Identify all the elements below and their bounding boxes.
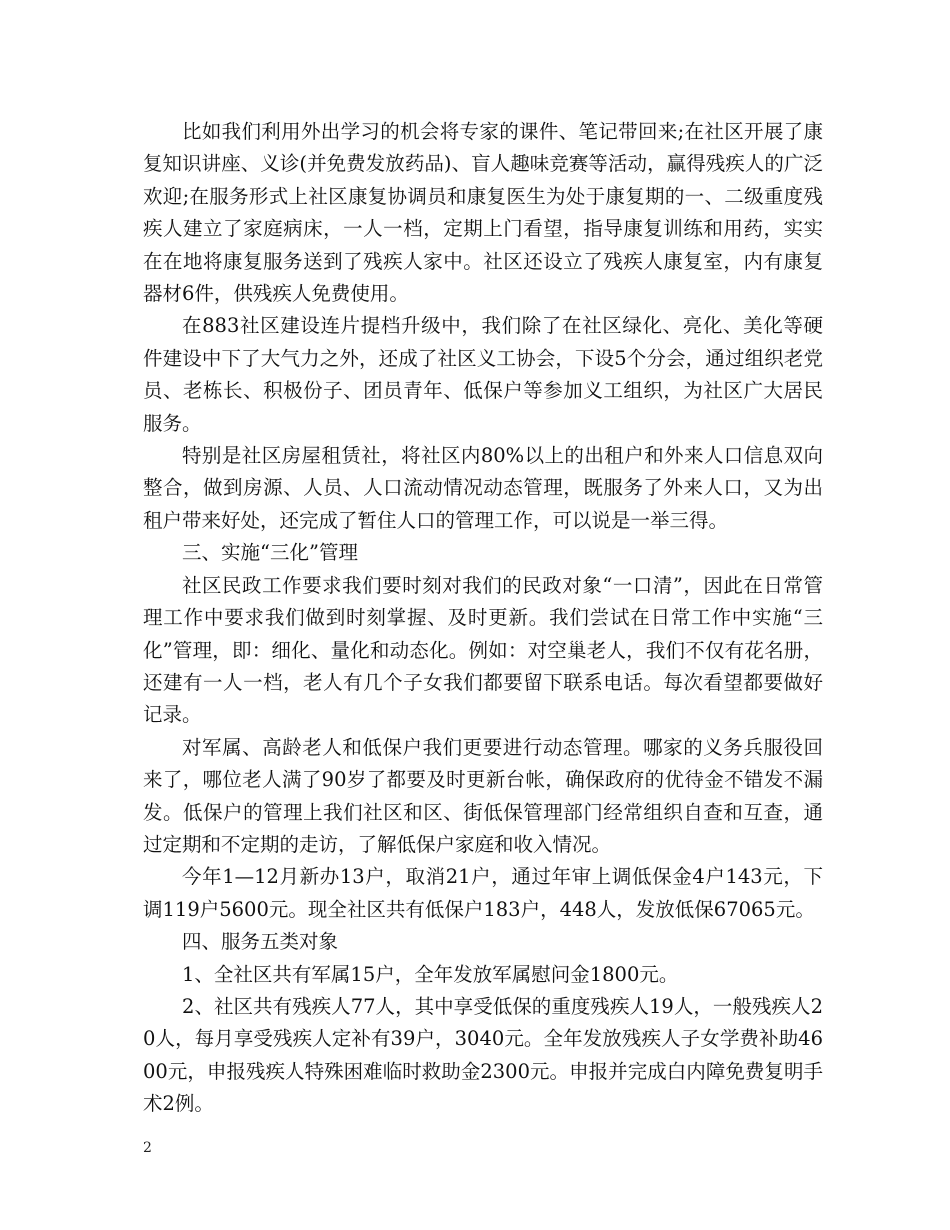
paragraph-military-families: 1、全社区共有军属15户，全年发放军属慰问金1800元。 <box>182 962 679 986</box>
paragraph-annual-statistics: 今年1—12月新办13户，取消21户，通过年审上调低保金4户143元，下调119户5600元。现全社区共有低保户183户，448人，发放低保67065元。 <box>143 865 823 921</box>
section-heading-four: 四、服务五类对象 <box>182 930 339 954</box>
paragraph-housing-rental: 特别是社区房屋租赁社，将社区内80%以上的出租户和外来人口信息双向整合，做到房源、人员、人口流动情况动态管理，既服务了外来人口，又为出租户带来好处，还完成了暂住人口的管理工作，可以说是一举三得。 <box>143 444 823 532</box>
paragraph-disabled-persons: 2、社区共有残疾人77人，其中享受低保的重度残疾人19人，一般残疾人20人，每月享受残疾人定补有39户，3040元。全年发放残疾人子女学费补助4600元，申报残疾人特殊困难临时救助金2300元。申报并完成白内障免费复明手术2例。 <box>143 994 823 1116</box>
paragraph-rehab-services: 比如我们利用外出学习的机会将专家的课件、笔记带回来;在社区开展了康复知识讲座、义诊(并免费发放药品)、盲人趣味竞赛等活动，赢得残疾人的广泛欢迎;在服务形式上社区康复协调员和康复医生为处于康复期的一、二级重度残疾人建立了家庭病床，一人一档，定期上门看望，指导康复训练和用药，实实在在地将康复服务送到了残疾人家中。社区还设立了残疾人康复室，内有康复器材6件，供残疾人免费使用。 <box>143 120 823 306</box>
paragraph-volunteer-association: 在883社区建设连片提档升级中，我们除了在社区绿化、亮化、美化等硬件建设中下了大气力之外，还成了社区义工协会，下设5个分会，通过组织老党员、老栋长、积极份子、团员青年、低保户等参加义工组织，为社区广大居民服务。 <box>143 314 823 435</box>
paragraph-three-management: 社区民政工作要求我们要时刻对我们的民政对象“一口清”，因此在日常管理工作中要求我们做到时刻掌握、及时更新。我们尝试在日常工作中实施“三化”管理，即：细化、量化和动态化。例如：对空巢老人，我们不仅有花名册，还建有一人一档，老人有几个子女我们都要留下联系电话。每次看望都要做好记录。 <box>143 573 823 727</box>
document-body <box>143 116 823 1121</box>
section-heading-three: 三、实施“三化”管理 <box>182 541 358 565</box>
page-number: 2 <box>143 1140 152 1156</box>
paragraph-dynamic-management: 对军属、高龄老人和低保户我们更要进行动态管理。哪家的义务兵服役回来了，哪位老人满了90岁了都要及时更新台帐，确保政府的优待金不错发不漏发。低保户的管理上我们社区和区、街低保管理部门经常组织自查和互查，通过定期和不定期的走访，了解低保户家庭和收入情况。 <box>143 735 823 856</box>
